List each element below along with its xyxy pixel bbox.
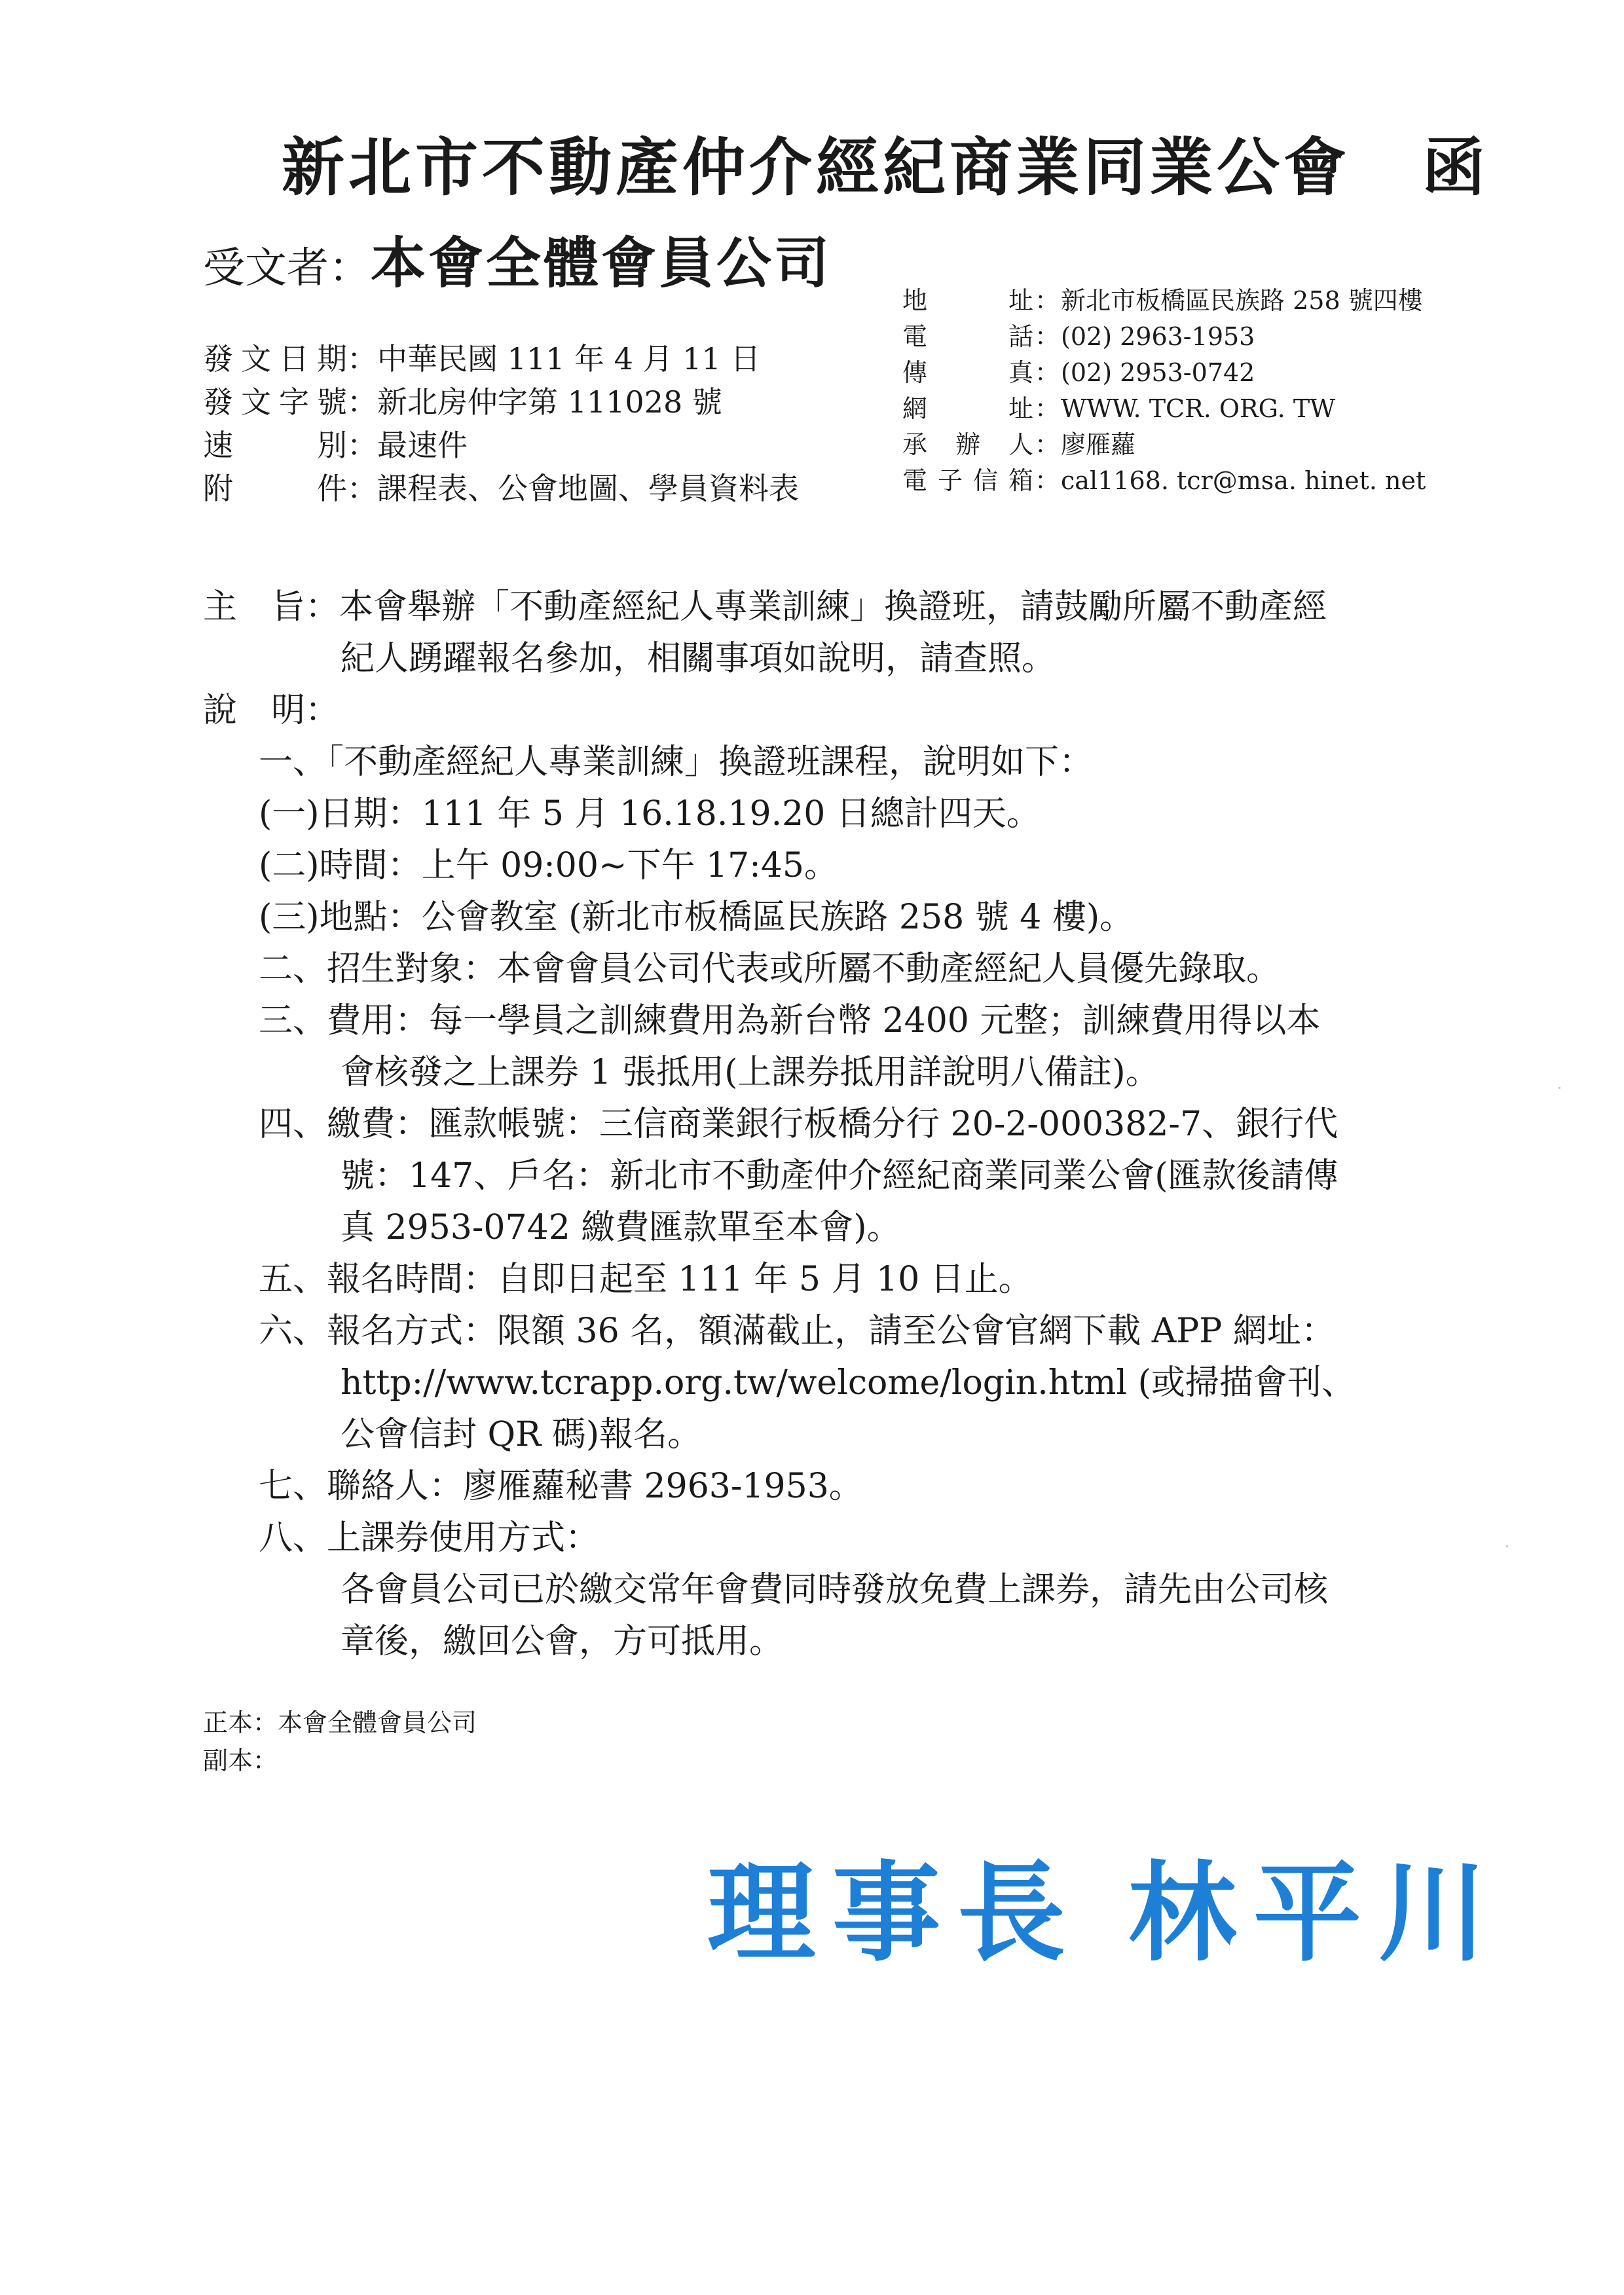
item-line: 六、報名方式：限額 36 名，額滿截止，請至公會官網下載 APP 網址： <box>259 1312 1335 1351</box>
item-line: 章後，繳回公會，方可抵用。 <box>341 1622 784 1661</box>
issuer-key: 網址 <box>902 394 1033 423</box>
item-line: (二)時間：上午 09:00~下午 17:45。 <box>259 846 838 885</box>
recipient-value: 本會全體會員公司 <box>371 230 832 295</box>
copy-row <box>203 1742 477 1780</box>
issuer-value: (02) 2963-1953 <box>1061 322 1255 351</box>
colon: ： <box>1035 466 1060 495</box>
issuer-row <box>902 283 1426 319</box>
issuer-key: 傳真 <box>902 358 1033 387</box>
colon: ： <box>1035 286 1060 315</box>
subject-section <box>203 581 1447 685</box>
meta-row <box>203 380 799 424</box>
colon: ： <box>347 471 377 506</box>
colon: ： <box>347 428 377 463</box>
explanation-item <box>203 1306 1447 1461</box>
copy-value: 本會全體會員公司 <box>278 1708 477 1737</box>
meta-key: 發文字號 <box>203 384 347 420</box>
item-line: 五、報名時間：自即日起至 111 年 5 月 10 日止。 <box>259 1260 1033 1299</box>
issuer-value: cal1168. tcr@msa. hinet. net <box>1061 466 1426 495</box>
subject-label: 主 旨： <box>203 587 340 627</box>
issuer-row <box>902 319 1426 355</box>
issuer-value: (02) 2953-0742 <box>1061 358 1255 387</box>
issuer-key: 電話 <box>902 322 1033 351</box>
explanation-item <box>203 1254 1447 1306</box>
subject-line <box>203 633 1447 685</box>
recipient-label: 受文者： <box>203 244 371 293</box>
signature-role: 理事長 <box>707 1850 1082 1976</box>
letter-body <box>203 581 1447 1668</box>
explanation-item <box>203 840 1447 892</box>
meta-key: 附件 <box>203 471 347 506</box>
item-line: 各會員公司已於繳交常年會費同時發放免費上課券，請先由公司核 <box>341 1570 1329 1609</box>
document-metadata <box>203 337 799 510</box>
meta-key: 速別 <box>203 428 347 463</box>
colon: ： <box>347 341 377 376</box>
meta-row <box>203 467 799 510</box>
explanation-item <box>203 995 1447 1099</box>
meta-value: 最速件 <box>377 428 468 463</box>
explanation-item <box>203 788 1447 840</box>
copy-key: 副本： <box>203 1746 278 1775</box>
item-line: 會核發之上課券 1 張抵用(上課券抵用詳說明八備註)。 <box>341 1053 1160 1092</box>
chairman-signature-stamp <box>707 1827 1504 1982</box>
scan-speck <box>1559 1087 1560 1089</box>
item-line: 八、上課券使用方式： <box>259 1518 600 1558</box>
item-line: 真 2953-0742 繳費匯款單至本會)。 <box>341 1208 901 1247</box>
item-line: 七、聯絡人：廖雁蘿秘書 2963-1953。 <box>259 1467 863 1506</box>
colon: ： <box>1035 430 1060 459</box>
signature-name: 林平川 <box>1128 1850 1504 1976</box>
meta-key: 發文日期 <box>203 341 347 376</box>
meta-value: 新北房仲字第 111028 號 <box>377 384 722 420</box>
issuer-key: 地址 <box>902 286 1033 315</box>
item-line: 四、繳費：匯款帳號：三信商業銀行板橋分行 20-2-000382-7、銀行代 <box>259 1105 1338 1144</box>
meta-value: 中華民國 111 年 4 月 11 日 <box>377 341 761 376</box>
subject-text: 紀人踴躍報名參加，相關事項如說明，請查照。 <box>341 639 1056 678</box>
issuer-value: 新北市板橋區民族路 258 號四樓 <box>1061 286 1423 315</box>
issuer-row <box>902 391 1426 427</box>
letterhead-title <box>282 118 1489 208</box>
explanation-item <box>203 892 1447 944</box>
copies-block <box>203 1704 477 1780</box>
organization-name: 新北市不動產仲介經紀商業同業公會 <box>282 130 1350 204</box>
colon: ： <box>1035 394 1060 423</box>
item-line: (一)日期：111 年 5 月 16.18.19.20 日總計四天。 <box>259 794 1041 834</box>
meta-row <box>203 424 799 467</box>
copy-row <box>203 1704 477 1742</box>
explanation-items <box>203 737 1447 1668</box>
item-line: http://www.tcrapp.org.tw/welcome/login.html (或掃描會刊、 <box>341 1363 1356 1403</box>
explanation-item <box>203 944 1447 995</box>
item-line: 三、費用：每一學員之訓練費用為新台幣 2400 元整；訓練費用得以本 <box>259 1001 1321 1040</box>
issuer-value: 廖雁蘿 <box>1061 430 1136 459</box>
item-line: 二、招生對象：本會會員公司代表或所屬不動產經紀人員優先錄取。 <box>259 949 1281 989</box>
explanation-item <box>203 737 1447 788</box>
explanation-item <box>203 1461 1447 1513</box>
document-kind: 函 <box>1422 130 1489 204</box>
issuer-row <box>902 463 1426 499</box>
issuer-row <box>902 427 1426 463</box>
issuer-value: WWW. TCR. ORG. TW <box>1061 394 1336 423</box>
copy-key: 正本： <box>203 1708 278 1737</box>
issuer-key: 電子信箱 <box>902 466 1033 495</box>
explanation-item <box>203 1099 1447 1254</box>
colon: ： <box>1035 358 1060 387</box>
explanation-label: 說 明： <box>203 691 340 730</box>
colon: ： <box>347 384 377 420</box>
item-line: 公會信封 QR 碼)報名。 <box>341 1415 702 1454</box>
item-line: 一、「不動產經紀人專業訓練」換證班課程，說明如下： <box>259 743 1094 782</box>
explanation-item <box>203 1513 1447 1668</box>
colon: ： <box>1035 322 1060 351</box>
recipient-line <box>203 219 832 299</box>
subject-line <box>203 581 1447 633</box>
subject-text: 本會舉辦「不動產經紀人專業訓練」換證班，請鼓勵所屬不動產經 <box>339 587 1327 627</box>
issuer-contact-block <box>902 283 1426 499</box>
meta-value: 課程表、公會地圖、學員資料表 <box>377 471 799 506</box>
issuer-key: 承辦人 <box>902 430 1033 459</box>
meta-row <box>203 337 799 380</box>
item-line: 號：147、戶名：新北市不動產仲介經紀商業同業公會(匯款後請傳 <box>341 1156 1338 1196</box>
item-line: (三)地點：公會教室 (新北市板橋區民族路 258 號 4 樓)。 <box>259 898 1134 937</box>
issuer-row <box>902 355 1426 391</box>
scan-speck <box>1506 1545 1508 1547</box>
